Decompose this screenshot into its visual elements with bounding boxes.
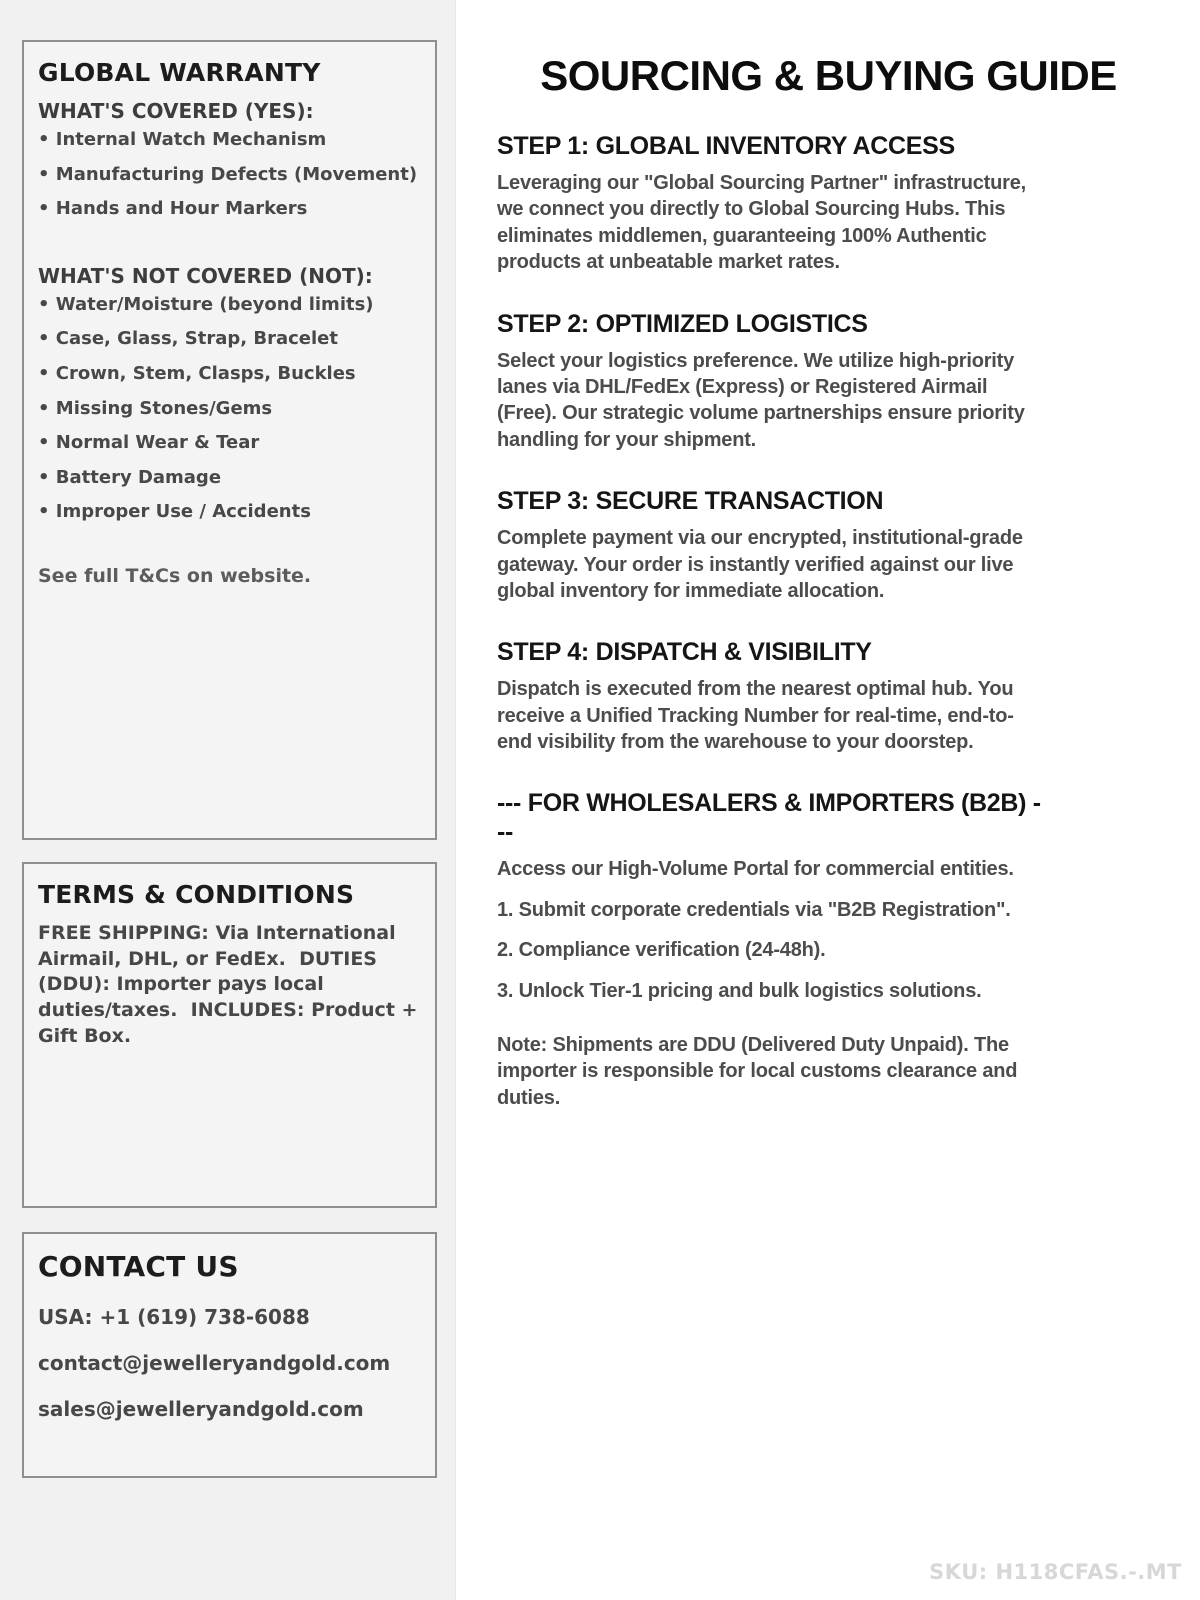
b2b-item-1: 1. Submit corporate credentials via "B2B Registration". [497, 898, 1011, 921]
list-item: • Crown, Stem, Clasps, Buckles [38, 363, 421, 385]
list-item: • Water/Moisture (beyond limits) [38, 294, 421, 316]
list-item: • Improper Use / Accidents [38, 501, 421, 523]
not-covered-list [38, 294, 421, 523]
guide-content [497, 132, 1042, 1111]
terms-body: FREE SHIPPING: Via International Airmail, DHL, or FedEx. DUTIES (DDU): Importer pays local duties/taxes. INCLUDES: Product + Gift Box. [38, 922, 425, 1047]
warranty-panel [22, 40, 437, 840]
list-item: • Internal Watch Mechanism [38, 129, 421, 151]
list-item: • Battery Damage [38, 467, 421, 489]
covered-list [38, 129, 421, 220]
b2b-heading: --- FOR WHOLESALERS & IMPORTERS (B2B) --- [497, 789, 1041, 847]
list-item: • Manufacturing Defects (Movement) [38, 164, 421, 186]
sku-label: SKU: H118CFAS.-.MT [929, 1560, 1182, 1584]
list-item: • Case, Glass, Strap, Bracelet [38, 328, 421, 350]
sidebar [0, 0, 456, 1600]
terms-title: TERMS & CONDITIONS [38, 880, 355, 909]
step-2-body: Select your logistics preference. We utilize high-priority lanes via DHL/FedEx (Express) or Registered Airmail (Free). Our strategic volume partnerships ensure priority handling for your shipment. [497, 349, 1025, 451]
step-4-body: Dispatch is executed from the nearest optimal hub. You receive a Unified Tracking Number for real-time, end-to-end visibility from the warehouse to your doorstep. [497, 678, 1014, 754]
step-1-body: Leveraging our "Global Sourcing Partner" infrastructure, we connect you directly to Global Sourcing Hubs. This eliminates middlemen, guaranteeing 100% Authentic products at unbeatable market rates. [497, 172, 1026, 274]
b2b-item-2: 2. Compliance verification (24-48h). [497, 939, 826, 962]
list-item: • Normal Wear & Tear [38, 432, 421, 454]
list-item: • Missing Stones/Gems [38, 398, 421, 420]
step-4-heading: STEP 4: DISPATCH & VISIBILITY [497, 638, 872, 667]
contact-title: CONTACT US [38, 1250, 239, 1283]
step-1-heading: STEP 1: GLOBAL INVENTORY ACCESS [497, 132, 955, 160]
b2b-item-3: 3. Unlock Tier-1 pricing and bulk logistics solutions. [497, 979, 982, 1002]
contact-panel [22, 1232, 437, 1478]
main-content [457, 0, 1200, 1600]
page-title: SOURCING & BUYING GUIDE [540, 52, 1117, 99]
b2b-intro: Access our High-Volume Portal for commercial entities. [497, 858, 1014, 881]
contact-email-sales: sales@jewelleryandgold.com [38, 1397, 364, 1421]
step-2-heading: STEP 2: OPTIMIZED LOGISTICS [497, 309, 868, 338]
step-3-body: Complete payment via our encrypted, institutional-grade gateway. Your order is instantly verified against our live global inventory for immediate allocation. [497, 527, 1023, 602]
not-covered-heading: WHAT'S NOT COVERED (NOT): [38, 263, 373, 288]
warranty-title: GLOBAL WARRANTY [38, 58, 321, 87]
step-3-heading: STEP 3: SECURE TRANSACTION [497, 487, 884, 516]
terms-panel [22, 862, 437, 1208]
b2b-note: Note: Shipments are DDU (Delivered Duty Unpaid). The importer is responsible for local customs clearance and duties. [497, 1034, 1018, 1109]
contact-phone: USA: +1 (619) 738-6088 [38, 1305, 310, 1329]
contact-email-primary: contact@jewelleryandgold.com [38, 1351, 391, 1375]
warranty-footnote: See full T&Cs on website. [38, 564, 312, 587]
covered-heading: WHAT'S COVERED (YES): [38, 99, 314, 123]
list-item: • Hands and Hour Markers [38, 198, 421, 220]
